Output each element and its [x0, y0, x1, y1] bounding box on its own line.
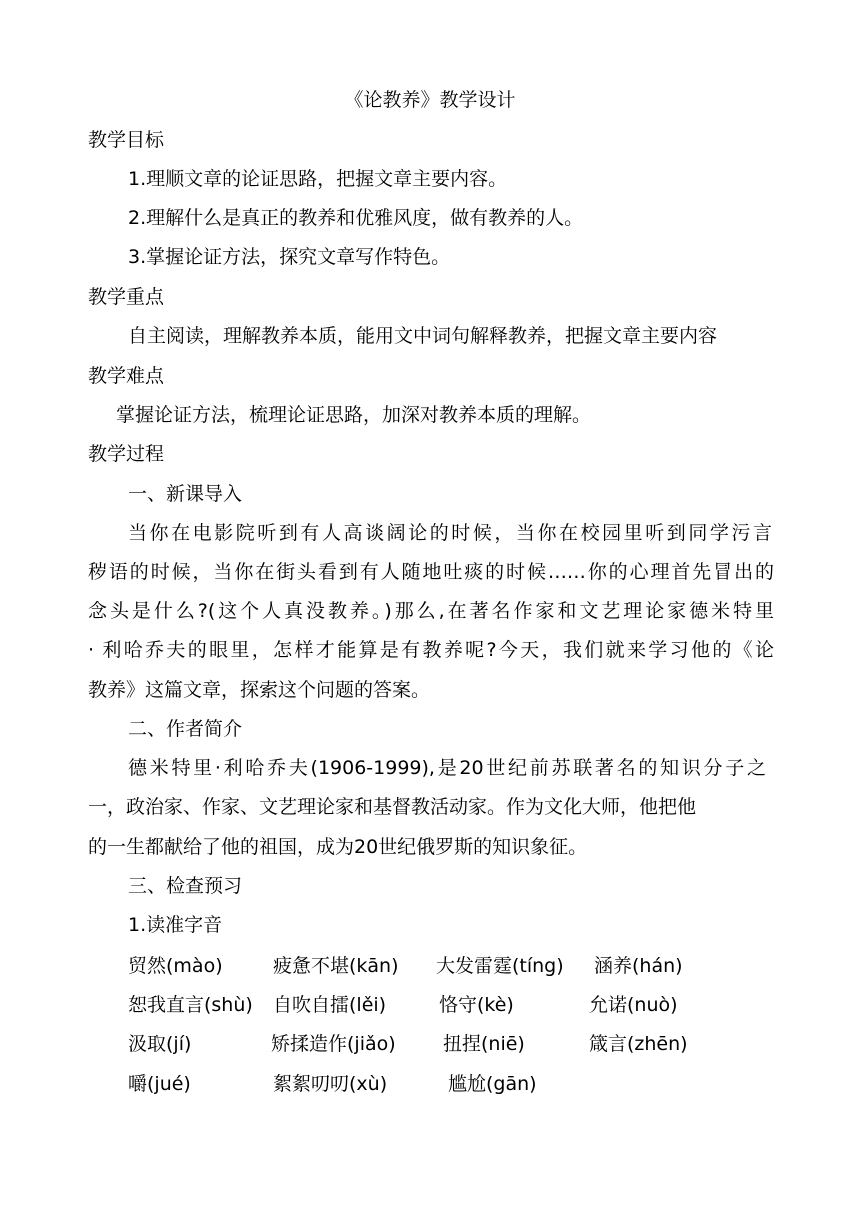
vocab-item: 扭捏(niē) — [443, 1033, 525, 1055]
intro-line-3: 念头是什么?(这个人真没教养。)那么,在著名作家和文艺理论家德米特里 — [88, 600, 774, 622]
vocab-item: 涵养(hán) — [594, 955, 683, 977]
vocab-item: 嚼(jué) — [128, 1073, 191, 1095]
intro-line-5: 教养》这篇文章，探索这个问题的答案。 — [88, 679, 431, 701]
vocab-item: 自吹自擂(lěi) — [273, 994, 387, 1016]
vocab-item: 恪守(kè) — [439, 994, 514, 1016]
vocab-item: 矫揉造作(jiǎo) — [271, 1033, 396, 1055]
document-title: 《论教养》教学设计 — [344, 89, 516, 111]
goal-item-3: 3.掌握论证方法，探究文章写作特色。 — [128, 246, 451, 268]
focus-text: 自主阅读，理解教养本质，能用文中词句解释教养，把握文章主要内容 — [128, 325, 718, 347]
intro-heading: 一、新课导入 — [128, 483, 243, 505]
vocab-item: 允诺(nuò) — [589, 994, 678, 1016]
author-line-2: 一，政治家、作家、文艺理论家和基督教活动家。作为文化大师，他把他 — [88, 796, 697, 818]
intro-line-2: 秽语的时候，当你在街头看到有人随地吐痰的时候……你的心理首先冒出的 — [88, 561, 774, 583]
vocab-item: 疲惫不堪(kān) — [273, 955, 399, 977]
vocab-item: 箴言(zhēn) — [589, 1033, 688, 1055]
vocab-item: 恕我直言(shù) — [128, 994, 253, 1016]
vocab-item: 絮絮叨叨(xù) — [273, 1073, 388, 1095]
focus-heading: 教学重点 — [88, 286, 165, 308]
difficulty-heading: 教学难点 — [88, 365, 165, 387]
intro-line-1: 当你在电影院听到有人高谈阔论的时候，当你在校园里听到同学污言 — [128, 522, 772, 544]
author-heading: 二、作者简介 — [128, 718, 243, 740]
goals-heading: 教学目标 — [88, 129, 165, 151]
preview-heading: 三、检查预习 — [128, 875, 243, 897]
vocab-item: 汲取(jí) — [128, 1033, 192, 1055]
vocab-item: 大发雷霆(tíng) — [436, 955, 564, 977]
preview-subheading: 1.读准字音 — [128, 914, 223, 936]
vocab-item: 贸然(mào) — [128, 955, 223, 977]
author-line-1: 德米特里·利哈乔夫(1906-1999),是20世纪前苏联著名的知识分子之 — [128, 757, 766, 779]
difficulty-text: 掌握论证方法，梳理论证思路，加深对教养本质的理解。 — [116, 404, 592, 426]
process-heading: 教学过程 — [88, 443, 165, 465]
vocab-item: 尴尬(gān) — [448, 1073, 537, 1095]
goal-item-1: 1.理顺文章的论证思路，把握文章主要内容。 — [128, 168, 508, 190]
goal-item-2: 2.理解什么是真正的教养和优雅风度，做有教养的人。 — [128, 207, 584, 229]
author-line-3: 的一生都献给了他的祖国，成为20世纪俄罗斯的知识象征。 — [88, 836, 588, 858]
intro-line-4: · 利哈乔夫的眼里，怎样才能算是有教养呢?今天，我们就来学习他的《论 — [88, 639, 774, 661]
